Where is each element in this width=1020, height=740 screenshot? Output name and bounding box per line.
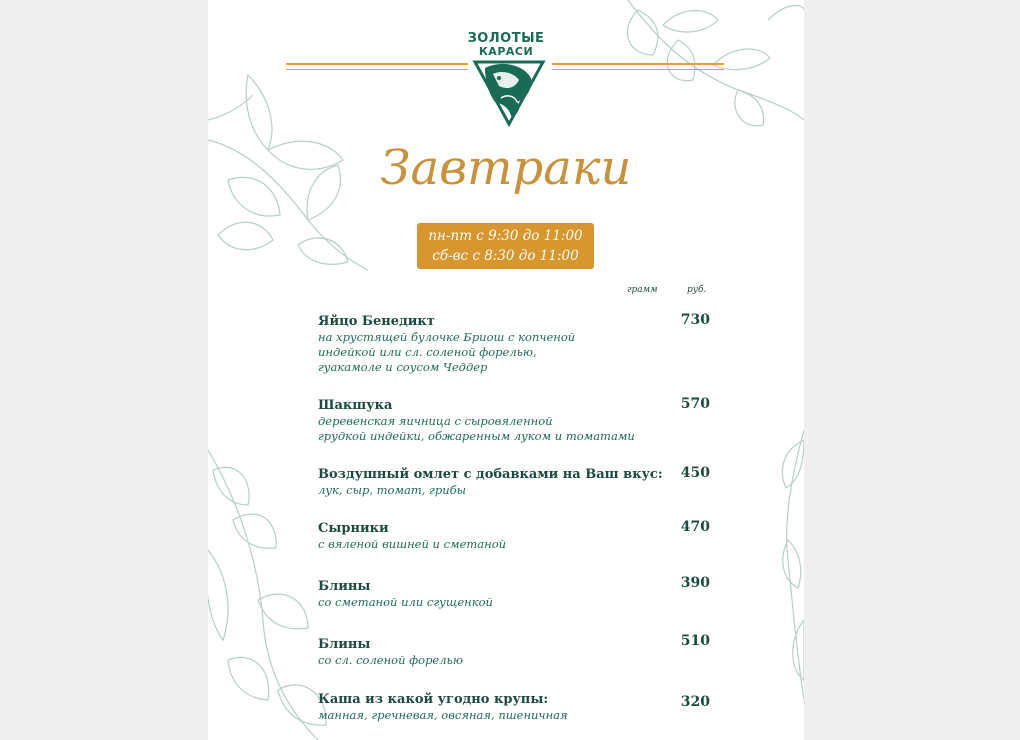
logo-text-line1: ЗОЛОТЫЕ xyxy=(467,31,545,46)
column-header-weight: грамм xyxy=(627,285,658,295)
column-header-price: руб. xyxy=(687,285,707,295)
logo-text-line2: КАРАСИ xyxy=(478,45,534,58)
menu-item-price: 450 xyxy=(680,465,710,481)
menu-item-name: Каша из какой угодно крупы: xyxy=(318,692,549,707)
menu-item-price: 510 xyxy=(680,633,710,649)
menu-page xyxy=(208,0,804,740)
menu-item-name: Блины xyxy=(318,637,371,652)
menu-item-desc: со сл. соленой форелью xyxy=(318,653,463,667)
hours-weekdays: пн-пт с 9:30 до 11:00 xyxy=(428,228,583,244)
header-rule-right-top xyxy=(552,63,724,65)
menu-item-price: 730 xyxy=(680,312,710,328)
fish-logo-icon xyxy=(471,58,547,128)
page-title: Завтраки xyxy=(380,140,632,196)
menu-item-price: 570 xyxy=(680,396,710,412)
menu-item-desc: манная, гречневая, овсяная, пшеничная xyxy=(318,708,568,722)
menu-item-desc: гуакамоле и соусом Чеддер xyxy=(318,360,488,374)
menu-item-price: 470 xyxy=(680,519,710,535)
header-rule-left-bottom xyxy=(286,69,468,70)
menu-item-price: 390 xyxy=(680,575,710,591)
menu-item-desc: с вяленой вишней и сметаной xyxy=(318,537,507,551)
menu-item-desc: со сметаной или сгущенкой xyxy=(318,595,493,609)
menu-item-price: 320 xyxy=(680,694,710,710)
menu-item-desc: лук, сыр, томат, грибы xyxy=(318,483,467,497)
menu-item-name: Блины xyxy=(318,579,371,594)
menu-item-name: Сырники xyxy=(318,521,389,536)
menu-item-desc: деревенская яичница с сыровяленной xyxy=(318,414,553,428)
header-rule-right-bottom xyxy=(552,69,724,70)
menu-item-desc: индейкой или сл. соленой форелью, xyxy=(318,345,537,359)
menu-item-desc: грудкой индейки, обжаренным луком и томатами xyxy=(318,429,635,443)
hours-weekend: сб-вс с 8:30 до 11:00 xyxy=(432,248,579,264)
menu-item-name: Яйцо Бенедикт xyxy=(318,314,435,329)
header-rule-left-top xyxy=(286,63,468,65)
menu-item-desc: на хрустящей булочке Бриош с копченой xyxy=(318,330,576,344)
menu-item-name: Воздушный омлет с добавками на Ваш вкус: xyxy=(318,467,663,482)
hours-badge xyxy=(417,223,594,269)
menu-item-name: Шакшука xyxy=(318,398,393,413)
